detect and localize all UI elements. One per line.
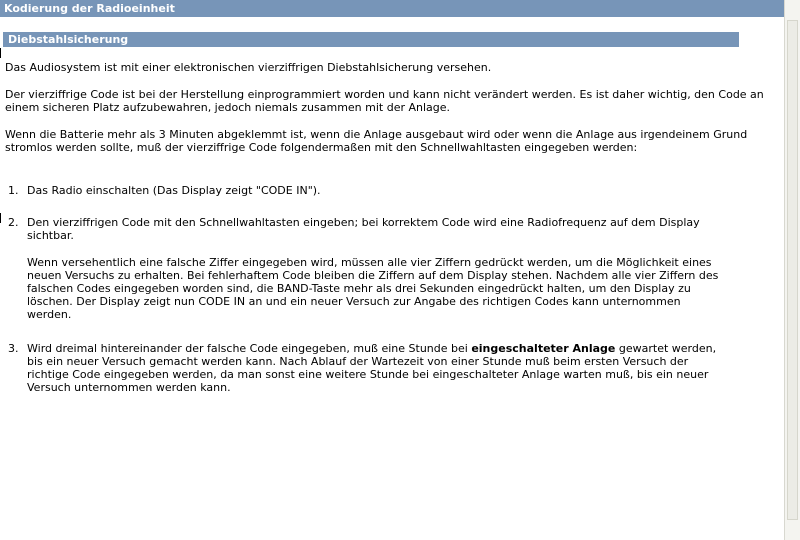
step-text (27, 342, 732, 394)
step-number: 2. (8, 216, 19, 229)
step-2-note: Wenn versehentlich eine falsche Ziffer eingegeben wird, müssen alle vier Ziffern gedrückt werden, um die Möglichkeit eines neuen Versuchs zu erhalten. Bei fehlerhaftem Code bleiben die Ziffern auf dem Display stehen. Nachdem alle vier Ziffern des falschen Codes eingegeben worden sind, die BAND-Taste mehr als drei Sekunden eingedrückt halten, um den Display zu löschen. Der Display zeigt nun CODE IN an und ein neuer Versuch zur Angabe des richtigen Codes kann unternommen werden. (27, 256, 719, 321)
step-text: Den vierziffrigen Code mit den Schnellwahltasten eingeben; bei korrektem Code wird eine Radiofrequenz auf dem Display sichtbar. (27, 216, 700, 242)
step-text: Das Radio einschalten (Das Display zeigt "CODE IN"). (27, 184, 321, 197)
text-cursor (0, 48, 1, 58)
step-text-emphasis: eingeschalteter Anlage (471, 342, 616, 355)
intro-paragraph: Das Audiosystem ist mit einer elektronischen vierziffrigen Diebstahlsicherung versehen. (5, 61, 492, 74)
battery-paragraph: Wenn die Batterie mehr als 3 Minuten abgeklemmt ist, wenn die Anlage ausgebaut wird oder wenn die Anlage aus irgendeinem Grund stromlos werden sollte, muß der vierziffrige Code folgendermaßen mit den Schnellwahltasten eingegeben werden: (5, 128, 748, 154)
scrollbar-thumb[interactable] (787, 20, 798, 520)
step-text-part: Wird dreimal hintereinander der falsche Code eingegeben, muß eine Stunde bei (27, 342, 472, 355)
vertical-scrollbar[interactable] (784, 0, 800, 540)
step-number: 1. (8, 184, 19, 197)
window-title: Kodierung der Radioeinheit (0, 0, 784, 17)
code-info-paragraph: Der vierziffrige Code ist bei der Herstellung einprogrammiert worden und kann nicht verändert werden. Es ist daher wichtig, den Code an einem sicheren Platz aufzubewahren, jedoch niemals zusammen mit der Anlage. (5, 88, 764, 114)
section-header-diebstahlsicherung: Diebstahlsicherung (3, 32, 739, 47)
step-text-part: gewartet werden, bis ein neuer Versuch gemacht werden kann. Nach Ablauf der Wartezeit von einer Stunde muß beim ersten Versuch der richtige Code eingegeben werden, da man sonst eine weitere Stunde bei eingeschalteter Anlage warten muß, bis ein neuer Versuch unternommen werden kann. (27, 342, 717, 394)
text-cursor-marker (0, 213, 1, 223)
step-number: 3. (8, 342, 19, 355)
